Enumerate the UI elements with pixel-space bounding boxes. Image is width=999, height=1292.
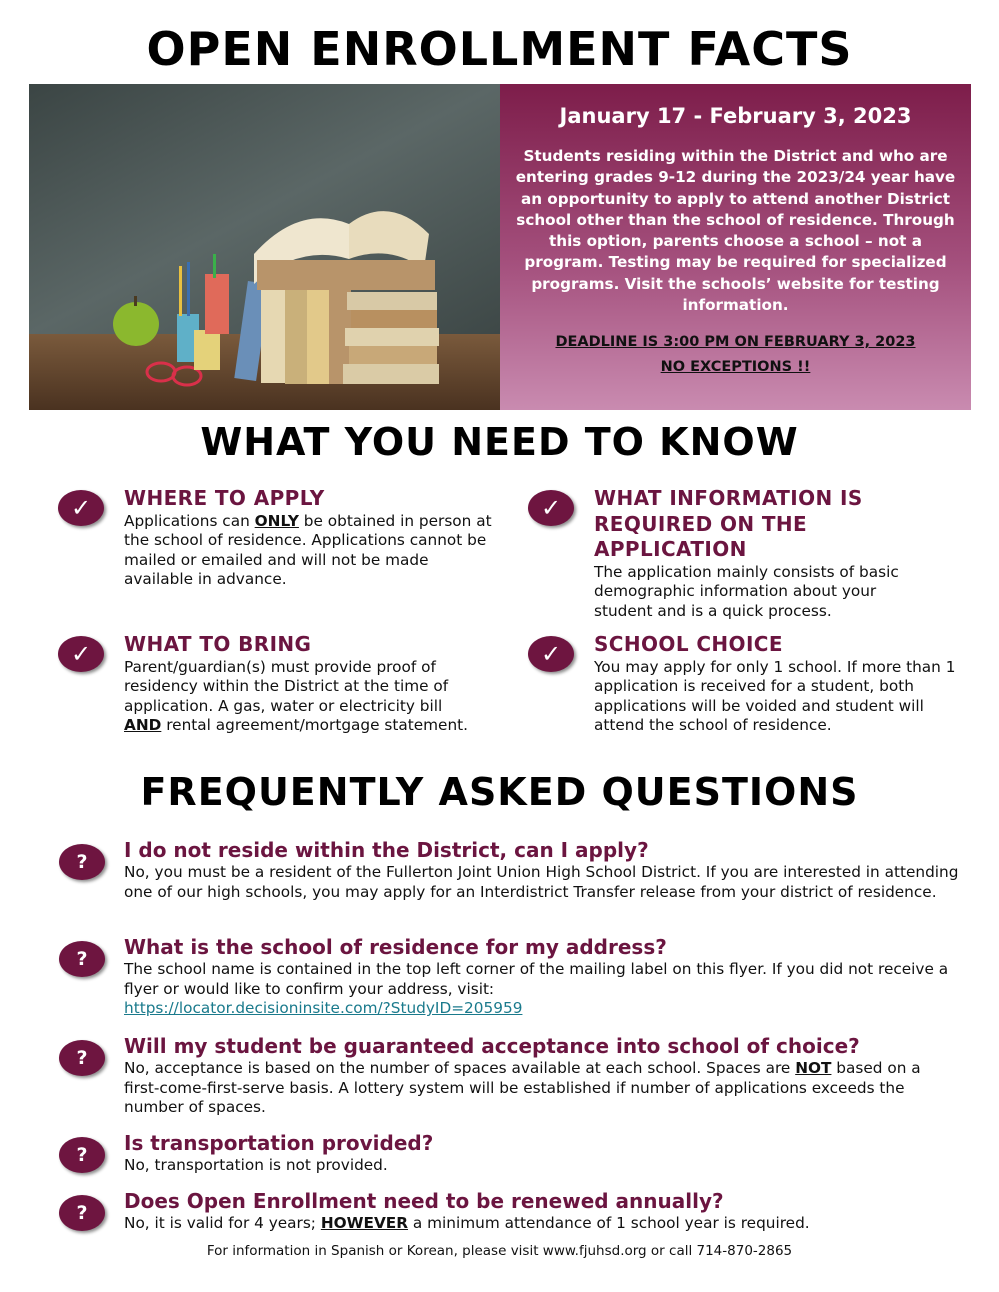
faq-question: Will my student be guaranteed acceptance into school of choice?: [124, 1034, 860, 1058]
know-item-body: Applications can ONLY be obtained in person at the school of residence. Applications cannot be mailed or emailed and will not be made available in advance.: [124, 511, 492, 589]
check-icon: ✓: [528, 490, 574, 526]
question-icon: ?: [59, 1195, 105, 1231]
no-exceptions-notice: NO EXCEPTIONS !!: [660, 359, 811, 376]
books-photo: [29, 84, 500, 410]
footer-contact: For information in Spanish or Korean, please visit www.fjuhsd.org or call 714-870-2865: [206, 1243, 793, 1259]
faq-answer: No, acceptance is based on the number of spaces available at each school. Spaces are NOT based on a first-come-first-serve basis. A lottery system will be established if number of applications exceeds the number of spaces.: [124, 1059, 921, 1117]
faq-answer: No, it is valid for 4 years; HOWEVER a minimum attendance of 1 school year is required.: [124, 1214, 810, 1232]
check-icon: ✓: [58, 490, 104, 526]
faq-question: What is the school of residence for my address?: [124, 935, 667, 959]
deadline-notice: DEADLINE IS 3:00 PM ON FEBRUARY 3, 2023: [555, 334, 916, 351]
know-item-heading: WHAT INFORMATION IS REQUIRED ON THE APPLICATION: [594, 486, 863, 561]
faq-answer: No, transportation is not provided.: [124, 1156, 388, 1174]
faq-answer: The school name is contained in the top left corner of the mailing label on this flyer. If you did not receive a flyer or would like to confirm your address, visit: https://locator.decisioninsite.com/?StudyID=205959: [124, 960, 949, 1018]
know-item-body: Parent/guardian(s) must provide proof of residency within the District at the time of application. A gas, water or electricity bill AND rental agreement/mortgage statement.: [124, 657, 468, 735]
know-item-body: The application mainly consists of basic demographic information about your student and is a quick process.: [594, 562, 899, 620]
page-title: OPEN ENROLLMENT FACTS: [146, 22, 853, 76]
faq-section-title: FREQUENTLY ASKED QUESTIONS: [140, 770, 859, 814]
question-icon: ?: [59, 844, 105, 880]
faq-answer: No, you must be a resident of the Fullerton Joint Union High School District. If you are interested in attending one of our high schools, you may apply for an Interdistrict Transfer release from your district of residence.: [124, 863, 959, 901]
faq-question: Does Open Enrollment need to be renewed annually?: [124, 1189, 724, 1213]
enrollment-info-panel: [500, 84, 971, 410]
enrollment-description: Students residing within the District and who are entering grades 9-12 during the 2023/24 year have an opportunity to apply to attend another District school other than the school of residence. Through this option, parents choose a school – not a program. Testing may be required for specialized programs. Visit the schools’ website for testing information.: [515, 147, 956, 315]
question-icon: ?: [59, 1137, 105, 1173]
locator-link[interactable]: https://locator.decisioninsite.com/?StudyID=205959: [124, 999, 523, 1018]
faq-question: Is transportation provided?: [124, 1131, 434, 1155]
know-section-title: WHAT YOU NEED TO KNOW: [200, 420, 799, 464]
question-icon: ?: [59, 941, 105, 977]
enrollment-dates: January 17 - February 3, 2023: [559, 104, 912, 128]
check-icon: ✓: [528, 636, 574, 672]
faq-question: I do not reside within the District, can I apply?: [124, 838, 649, 862]
check-icon: ✓: [58, 636, 104, 672]
know-item-body: You may apply for only 1 school. If more than 1 application is received for a student, both applications will be voided and student will attend the school of residence.: [594, 657, 956, 735]
question-icon: ?: [59, 1040, 105, 1076]
know-item-heading: WHAT TO BRING: [124, 632, 312, 656]
know-item-heading: SCHOOL CHOICE: [594, 632, 783, 656]
know-item-heading: WHERE TO APPLY: [124, 486, 325, 510]
